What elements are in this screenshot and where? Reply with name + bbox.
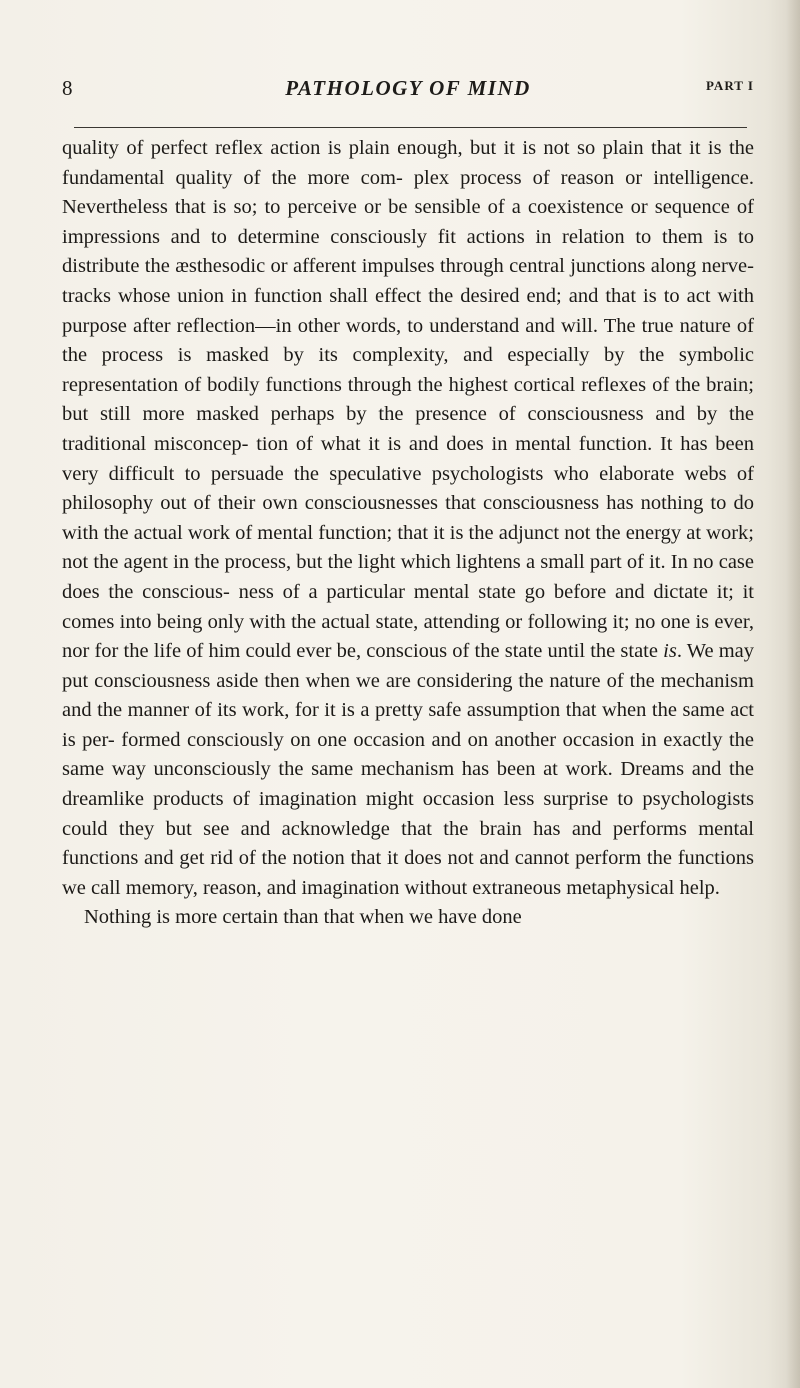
running-head bbox=[62, 76, 754, 106]
body-text bbox=[62, 134, 754, 933]
paragraph-text-continued: . We may put consciousness aside then when we are considering the nature of the mechanism and the manner of its work, for it is a pretty safe assumption that when the same act is per- formed consciously on one occasion and on another occasion in exactly the same way unconsciously the same mechanism has been at work. Dreams and the dreamlike products of imagination might occasion less surprise to psychologists could they but see and acknowledge that the brain has and performs mental functions and get rid of the notion that it does not and cannot perform the functions we call memory, reason, and imagination without extraneous metaphysical help. bbox=[62, 640, 755, 899]
paragraph: Nothing is more certain than that when we have done bbox=[84, 906, 522, 929]
page-edge-shadow bbox=[786, 0, 800, 1388]
header-rule bbox=[74, 127, 747, 128]
part-label: PART I bbox=[705, 78, 754, 93]
paragraph bbox=[62, 134, 754, 903]
paragraph-text: quality of perfect reflex action is plain enough, but it is not so plain that it is the fundamental quality of the more com- plex process of reason or intelligence. Nevertheless that is so; to perceive or be sensible of a coexistence or sequence of impressions and to determine consciously fit actions in relation to them is to distribute the æsthesodic or afferent impulses through central junctions along nerve-tracks whose union in function shall effect the desired end; and that is to act with purpose after reflection—in other words, to understand and will. The true nature of the process is masked by its complexity, and especially by the symbolic representation of bodily functions through the highest cortical reflexes of the brain; but still more masked perhaps by the presence of consciousness and by the traditional misconcep- tion of what it is and does in mental function. It has been very difficult to persuade the speculative psychologists who elaborate webs of philosophy out of their own consciousnesses that consciousness has nothing to do with the actual work of mental function; that it is the adjunct not the energy at work; not the agent in the process, but the light which lightens a small part of it. In no case does the conscious- ness of a particular mental state go before and dictate it; it comes into being only with the actual state, attending or following it; no one is ever, nor for the life of him could ever be, conscious of the state until the state bbox=[62, 137, 754, 663]
running-title: PATHOLOGY OF MIND bbox=[285, 76, 531, 100]
emphasis-text: is bbox=[663, 640, 677, 663]
page-number: 8 bbox=[62, 76, 73, 100]
